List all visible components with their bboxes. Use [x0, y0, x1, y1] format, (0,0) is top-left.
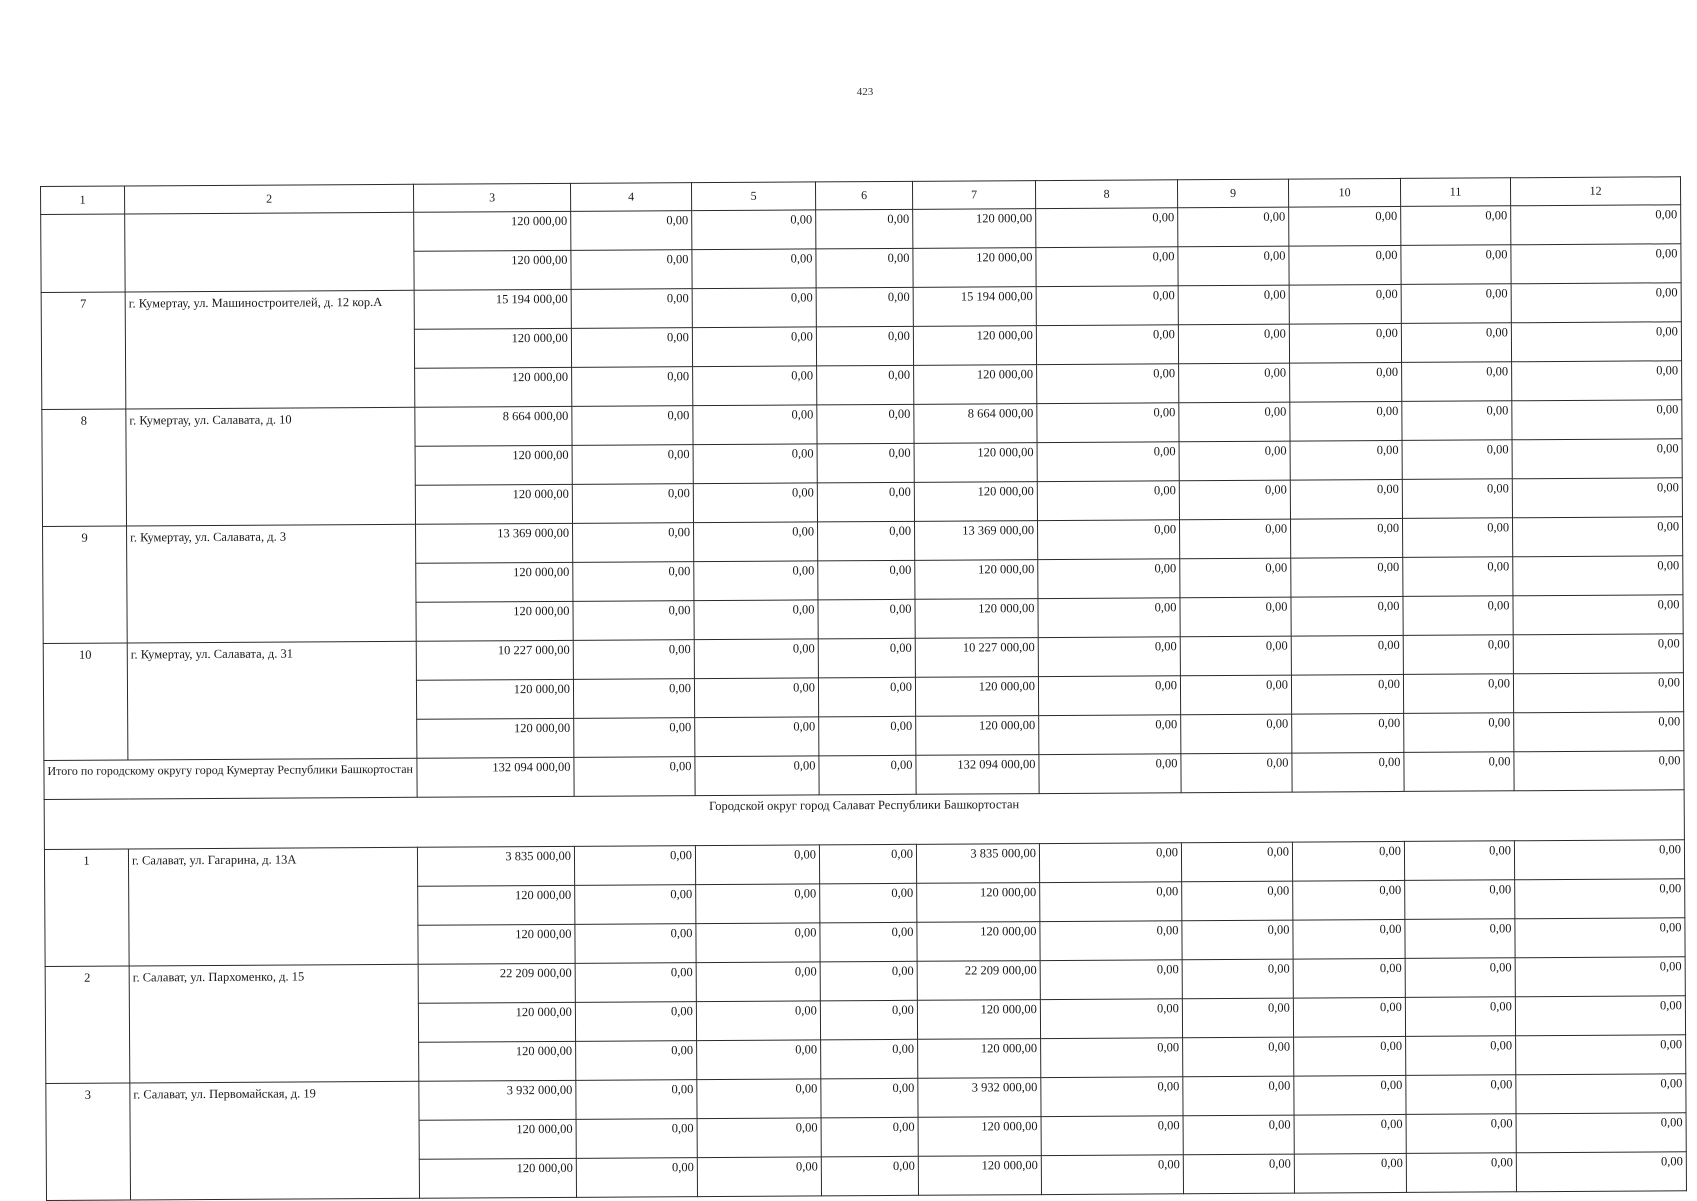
value-cell: 0,00 [1179, 441, 1290, 481]
value-cell: 0,00 [1289, 245, 1401, 285]
value-cell: 0,00 [573, 640, 694, 680]
value-cell: 0,00 [1292, 713, 1404, 753]
value-cell: 0,00 [692, 210, 816, 250]
value-cell: 0,00 [1511, 244, 1681, 284]
value-cell: 0,00 [1514, 840, 1684, 880]
value-cell: 0,00 [820, 883, 917, 923]
value-cell: 0,00 [1511, 205, 1681, 245]
value-cell: 0,00 [1401, 323, 1511, 363]
value-cell: 0,00 [1516, 1113, 1686, 1153]
value-cell: 120 000,00 [416, 679, 573, 719]
value-cell: 0,00 [1037, 364, 1179, 404]
value-cell: 120 000,00 [915, 677, 1038, 717]
value-cell: 0,00 [821, 1078, 918, 1118]
value-cell: 0,00 [694, 639, 818, 679]
total-value-cell: 0,00 [1292, 752, 1404, 792]
value-cell: 0,00 [1179, 480, 1290, 520]
value-cell: 120 000,00 [418, 1002, 575, 1042]
value-cell: 8 664 000,00 [415, 406, 572, 446]
value-cell: 0,00 [692, 249, 816, 289]
value-cell: 120 000,00 [914, 365, 1037, 405]
value-cell: 0,00 [1180, 597, 1291, 637]
value-cell: 15 194 000,00 [913, 287, 1036, 327]
value-cell: 0,00 [1512, 478, 1682, 518]
value-cell: 0,00 [1041, 1116, 1183, 1156]
total-value-cell: 0,00 [1404, 752, 1514, 792]
value-cell: 0,00 [1180, 675, 1291, 715]
value-cell: 0,00 [572, 367, 693, 407]
value-cell: 0,00 [1036, 247, 1178, 287]
value-cell: 0,00 [1405, 919, 1515, 959]
value-cell: 120 000,00 [918, 1117, 1041, 1157]
value-cell: 0,00 [1036, 325, 1178, 365]
value-cell: 120 000,00 [918, 1039, 1041, 1079]
column-header: 1 [41, 186, 125, 214]
value-cell: 0,00 [576, 1119, 697, 1159]
total-value-cell: 0,00 [695, 756, 819, 796]
total-label: Итого по городскому округу город Кумертау Республики Башкортостан [44, 758, 417, 799]
value-cell: 120 000,00 [414, 250, 571, 290]
value-cell: 0,00 [1516, 1074, 1686, 1114]
value-cell: 0,00 [1182, 998, 1293, 1038]
value-cell: 0,00 [818, 560, 915, 600]
value-cell: 0,00 [1039, 843, 1181, 883]
value-cell: 8 664 000,00 [914, 404, 1037, 444]
value-cell: 0,00 [821, 1117, 918, 1157]
value-cell: 0,00 [576, 1158, 697, 1198]
value-cell: 0,00 [1183, 1115, 1294, 1155]
value-cell: 0,00 [1179, 402, 1290, 442]
value-cell: 0,00 [1403, 674, 1513, 714]
value-cell: 10 227 000,00 [915, 638, 1038, 678]
value-cell: 0,00 [571, 211, 692, 251]
total-value-cell: 0,00 [819, 755, 916, 795]
address-cell: г. Салават, ул. Пархоменко, д. 15 [129, 964, 419, 1083]
value-cell: 120 000,00 [418, 924, 575, 964]
column-header: 5 [691, 182, 815, 211]
value-cell: 0,00 [1515, 879, 1685, 919]
value-cell: 0,00 [696, 962, 820, 1002]
value-cell: 0,00 [1040, 921, 1182, 961]
value-cell: 0,00 [1401, 206, 1511, 246]
value-cell: 120 000,00 [917, 883, 1040, 923]
value-cell: 0,00 [1516, 1152, 1686, 1192]
value-cell: 0,00 [571, 250, 692, 290]
address-cell: г. Кумертау, ул. Салавата, д. 3 [127, 524, 417, 643]
value-cell: 0,00 [816, 326, 913, 366]
value-cell: 0,00 [1513, 595, 1683, 635]
value-cell: 0,00 [1037, 442, 1179, 482]
value-cell: 0,00 [697, 1118, 821, 1158]
value-cell: 120 000,00 [419, 1119, 576, 1159]
value-cell: 0,00 [1402, 362, 1512, 402]
value-cell: 13 369 000,00 [416, 523, 573, 563]
column-header: 9 [1177, 179, 1288, 208]
value-cell: 0,00 [1293, 958, 1405, 998]
value-cell: 0,00 [573, 562, 694, 602]
value-cell: 0,00 [818, 638, 915, 678]
column-header: 2 [125, 184, 414, 214]
value-cell: 0,00 [1404, 841, 1514, 881]
value-cell: 0,00 [818, 599, 915, 639]
value-cell: 0,00 [1403, 596, 1513, 636]
value-cell: 0,00 [1511, 283, 1681, 323]
value-cell: 0,00 [1403, 557, 1513, 597]
value-cell: 0,00 [1294, 1075, 1406, 1115]
value-cell: 0,00 [576, 1041, 697, 1081]
value-cell: 0,00 [1294, 1114, 1406, 1154]
value-cell: 0,00 [692, 327, 816, 367]
value-cell: 0,00 [697, 1040, 821, 1080]
value-cell: 0,00 [1404, 713, 1514, 753]
value-cell: 0,00 [1036, 208, 1178, 248]
value-cell: 0,00 [1291, 674, 1403, 714]
value-cell: 0,00 [1402, 479, 1512, 519]
value-cell: 0,00 [1512, 439, 1682, 479]
value-cell: 0,00 [1183, 1076, 1294, 1116]
value-cell: 0,00 [1037, 481, 1179, 521]
value-cell: 0,00 [820, 1000, 917, 1040]
value-cell: 0,00 [1289, 284, 1401, 324]
value-cell: 0,00 [573, 523, 694, 563]
value-cell: 120 000,00 [416, 562, 573, 602]
value-cell: 0,00 [1293, 880, 1405, 920]
value-cell: 0,00 [696, 923, 820, 963]
value-cell: 120 000,00 [915, 599, 1038, 639]
value-cell: 0,00 [1182, 881, 1293, 921]
budget-table [40, 176, 1687, 1201]
total-value-cell: 132 094 000,00 [417, 757, 574, 797]
value-cell: 0,00 [820, 922, 917, 962]
value-cell: 0,00 [693, 405, 817, 445]
value-cell: 0,00 [1038, 637, 1180, 677]
row-index-cell: 8 [42, 409, 127, 526]
value-cell: 120 000,00 [918, 1156, 1041, 1196]
value-cell: 0,00 [1293, 919, 1405, 959]
total-value-cell: 0,00 [1514, 751, 1684, 791]
value-cell: 0,00 [1406, 1036, 1516, 1076]
value-cell: 0,00 [693, 366, 817, 406]
value-cell: 120 000,00 [917, 922, 1040, 962]
value-cell: 120 000,00 [414, 328, 571, 368]
value-cell: 0,00 [820, 961, 917, 1001]
value-cell: 120 000,00 [917, 1000, 1040, 1040]
value-cell: 120 000,00 [418, 885, 575, 925]
row-index-cell: 1 [44, 849, 129, 966]
value-cell: 0,00 [1039, 715, 1181, 755]
page-number: 423 [856, 86, 874, 98]
value-cell: 0,00 [1038, 598, 1180, 638]
value-cell: 0,00 [696, 1001, 820, 1041]
total-value-cell: 0,00 [574, 757, 695, 797]
value-cell: 0,00 [1290, 362, 1402, 402]
value-cell: 3 932 000,00 [918, 1078, 1041, 1118]
value-cell: 120 000,00 [419, 1041, 576, 1081]
value-cell: 0,00 [697, 1079, 821, 1119]
value-cell: 0,00 [1041, 1038, 1183, 1078]
value-cell: 120 000,00 [416, 601, 573, 641]
value-cell: 120 000,00 [913, 326, 1036, 366]
value-cell: 0,00 [816, 248, 913, 288]
value-cell: 0,00 [1293, 997, 1405, 1037]
value-cell: 0,00 [695, 717, 819, 757]
document-sheet [40, 176, 1686, 1201]
value-cell: 0,00 [1512, 517, 1682, 557]
value-cell: 3 932 000,00 [419, 1080, 576, 1120]
value-cell: 0,00 [1513, 634, 1683, 674]
value-cell: 120 000,00 [415, 367, 572, 407]
value-cell: 0,00 [572, 445, 693, 485]
value-cell: 120 000,00 [916, 716, 1039, 756]
address-cell: г. Салават, ул. Гагарина, д. 13А [128, 847, 418, 966]
total-value-cell: 0,00 [1039, 754, 1181, 794]
value-cell: 0,00 [819, 844, 916, 884]
value-cell: 0,00 [1183, 1154, 1294, 1194]
value-cell: 0,00 [817, 443, 914, 483]
value-cell: 0,00 [1289, 206, 1401, 246]
section-title: Городской округ город Салават Республики Башкортостан [44, 790, 1684, 850]
row-index-cell: 2 [45, 966, 130, 1083]
value-cell: 0,00 [573, 601, 694, 641]
value-cell: 0,00 [694, 522, 818, 562]
value-cell: 0,00 [1405, 880, 1515, 920]
value-cell: 0,00 [1292, 841, 1404, 881]
address-cell: г. Кумертау, ул. Машиностроителей, д. 12 кор.А [125, 290, 415, 409]
value-cell: 0,00 [1401, 284, 1511, 324]
value-cell: 0,00 [821, 1039, 918, 1079]
value-cell: 0,00 [694, 600, 818, 640]
column-header: 6 [815, 181, 912, 210]
total-value-cell: 0,00 [1181, 753, 1292, 793]
value-cell: 0,00 [1290, 401, 1402, 441]
value-cell: 120 000,00 [914, 482, 1037, 522]
value-cell: 0,00 [1037, 403, 1179, 443]
value-cell: 0,00 [571, 289, 692, 329]
value-cell: 0,00 [821, 1156, 918, 1196]
value-cell: 0,00 [1036, 286, 1178, 326]
table-body [41, 205, 1687, 1201]
value-cell: 0,00 [1181, 714, 1292, 754]
value-cell: 0,00 [1038, 559, 1180, 599]
value-cell: 0,00 [817, 482, 914, 522]
column-header: 8 [1035, 180, 1177, 209]
value-cell: 0,00 [1178, 246, 1289, 286]
value-cell: 0,00 [576, 1080, 697, 1120]
value-cell: 0,00 [1402, 401, 1512, 441]
value-cell: 0,00 [1516, 1035, 1686, 1075]
value-cell: 0,00 [1038, 520, 1180, 560]
value-cell: 0,00 [816, 287, 913, 327]
value-cell: 0,00 [694, 678, 818, 718]
value-cell: 0,00 [1513, 556, 1683, 596]
value-cell: 0,00 [1513, 673, 1683, 713]
value-cell: 120 000,00 [415, 445, 572, 485]
value-cell: 0,00 [697, 1157, 821, 1197]
row-index-cell: 10 [43, 643, 128, 760]
value-cell: 120 000,00 [914, 443, 1037, 483]
value-cell: 120 000,00 [913, 209, 1036, 249]
value-cell: 0,00 [693, 444, 817, 484]
value-cell: 0,00 [1178, 285, 1289, 325]
value-cell: 0,00 [1178, 207, 1289, 247]
value-cell: 22 209 000,00 [917, 961, 1040, 1001]
value-cell: 0,00 [694, 561, 818, 601]
value-cell: 0,00 [1406, 1114, 1516, 1154]
value-cell: 0,00 [1402, 518, 1512, 558]
value-cell: 0,00 [1405, 997, 1515, 1037]
value-cell: 0,00 [1180, 519, 1291, 559]
value-cell: 10 227 000,00 [416, 640, 573, 680]
value-cell: 0,00 [1290, 518, 1402, 558]
value-cell: 0,00 [1406, 1153, 1516, 1193]
column-header: 12 [1510, 177, 1680, 206]
value-cell: 13 369 000,00 [915, 521, 1038, 561]
value-cell: 0,00 [573, 679, 694, 719]
total-value-cell: 132 094 000,00 [916, 755, 1039, 795]
value-cell: 0,00 [1182, 959, 1293, 999]
value-cell: 0,00 [1294, 1036, 1406, 1076]
value-cell: 0,00 [1041, 1077, 1183, 1117]
value-cell: 0,00 [1402, 440, 1512, 480]
value-cell: 0,00 [575, 885, 696, 925]
value-cell: 0,00 [695, 845, 819, 885]
value-cell: 0,00 [1040, 882, 1182, 922]
value-cell: 0,00 [1290, 440, 1402, 480]
value-cell: 120 000,00 [913, 248, 1036, 288]
value-cell: 0,00 [816, 209, 913, 249]
value-cell: 0,00 [1040, 960, 1182, 1000]
value-cell: 0,00 [1038, 676, 1180, 716]
column-header: 7 [912, 181, 1035, 210]
value-cell: 0,00 [818, 677, 915, 717]
value-cell: 0,00 [1405, 958, 1515, 998]
value-cell: 0,00 [1183, 1037, 1294, 1077]
value-cell: 0,00 [693, 483, 817, 523]
value-cell: 0,00 [1401, 245, 1511, 285]
value-cell: 3 835 000,00 [417, 846, 574, 886]
value-cell: 0,00 [574, 718, 695, 758]
value-cell: 0,00 [574, 846, 695, 886]
address-cell: г. Кумертау, ул. Салавата, д. 10 [126, 407, 416, 526]
value-cell: 0,00 [1515, 957, 1685, 997]
value-cell: 0,00 [1181, 842, 1292, 882]
value-cell: 0,00 [1512, 400, 1682, 440]
row-index-cell: 3 [46, 1083, 131, 1200]
value-cell: 0,00 [817, 365, 914, 405]
value-cell: 0,00 [1179, 363, 1290, 403]
value-cell: 15 194 000,00 [414, 289, 571, 329]
value-cell: 0,00 [696, 884, 820, 924]
row-index-cell: 7 [41, 292, 126, 409]
address-cell: г. Салават, ул. Первомайская, д. 19 [130, 1081, 420, 1200]
value-cell: 0,00 [572, 484, 693, 524]
value-cell: 3 835 000,00 [916, 844, 1039, 884]
value-cell: 0,00 [1403, 635, 1513, 675]
value-cell: 120 000,00 [414, 211, 571, 251]
value-cell: 0,00 [1290, 479, 1402, 519]
value-cell: 0,00 [571, 328, 692, 368]
column-header: 10 [1288, 178, 1400, 207]
value-cell: 0,00 [1040, 999, 1182, 1039]
value-cell: 0,00 [1512, 361, 1682, 401]
value-cell: 0,00 [1291, 557, 1403, 597]
address-cell [125, 212, 414, 292]
value-cell: 0,00 [1511, 322, 1681, 362]
value-cell: 0,00 [1041, 1155, 1183, 1195]
value-cell: 0,00 [1515, 918, 1685, 958]
column-header: 11 [1400, 178, 1510, 207]
value-cell: 0,00 [572, 406, 693, 446]
value-cell: 120 000,00 [915, 560, 1038, 600]
value-cell: 120 000,00 [417, 718, 574, 758]
value-cell: 0,00 [575, 924, 696, 964]
value-cell: 0,00 [692, 288, 816, 328]
value-cell: 0,00 [819, 716, 916, 756]
value-cell: 0,00 [575, 1002, 696, 1042]
value-cell: 0,00 [1180, 558, 1291, 598]
value-cell: 22 209 000,00 [418, 963, 575, 1003]
value-cell: 0,00 [1291, 635, 1403, 675]
row-index-cell [41, 214, 125, 292]
value-cell: 0,00 [1178, 324, 1289, 364]
value-cell: 0,00 [1291, 596, 1403, 636]
value-cell: 0,00 [1180, 636, 1291, 676]
value-cell: 0,00 [575, 963, 696, 1003]
value-cell: 120 000,00 [419, 1158, 576, 1198]
row-index-cell: 9 [43, 526, 128, 643]
value-cell: 0,00 [1406, 1075, 1516, 1115]
column-header: 3 [413, 183, 570, 212]
value-cell: 120 000,00 [415, 484, 572, 524]
value-cell: 0,00 [817, 404, 914, 444]
value-cell: 0,00 [1294, 1153, 1406, 1193]
value-cell: 0,00 [1515, 996, 1685, 1036]
column-header: 4 [570, 183, 691, 212]
address-cell: г. Кумертау, ул. Салавата, д. 31 [127, 641, 417, 760]
value-cell: 0,00 [1514, 712, 1684, 752]
value-cell: 0,00 [1289, 323, 1401, 363]
value-cell: 0,00 [1182, 920, 1293, 960]
value-cell: 0,00 [818, 521, 915, 561]
